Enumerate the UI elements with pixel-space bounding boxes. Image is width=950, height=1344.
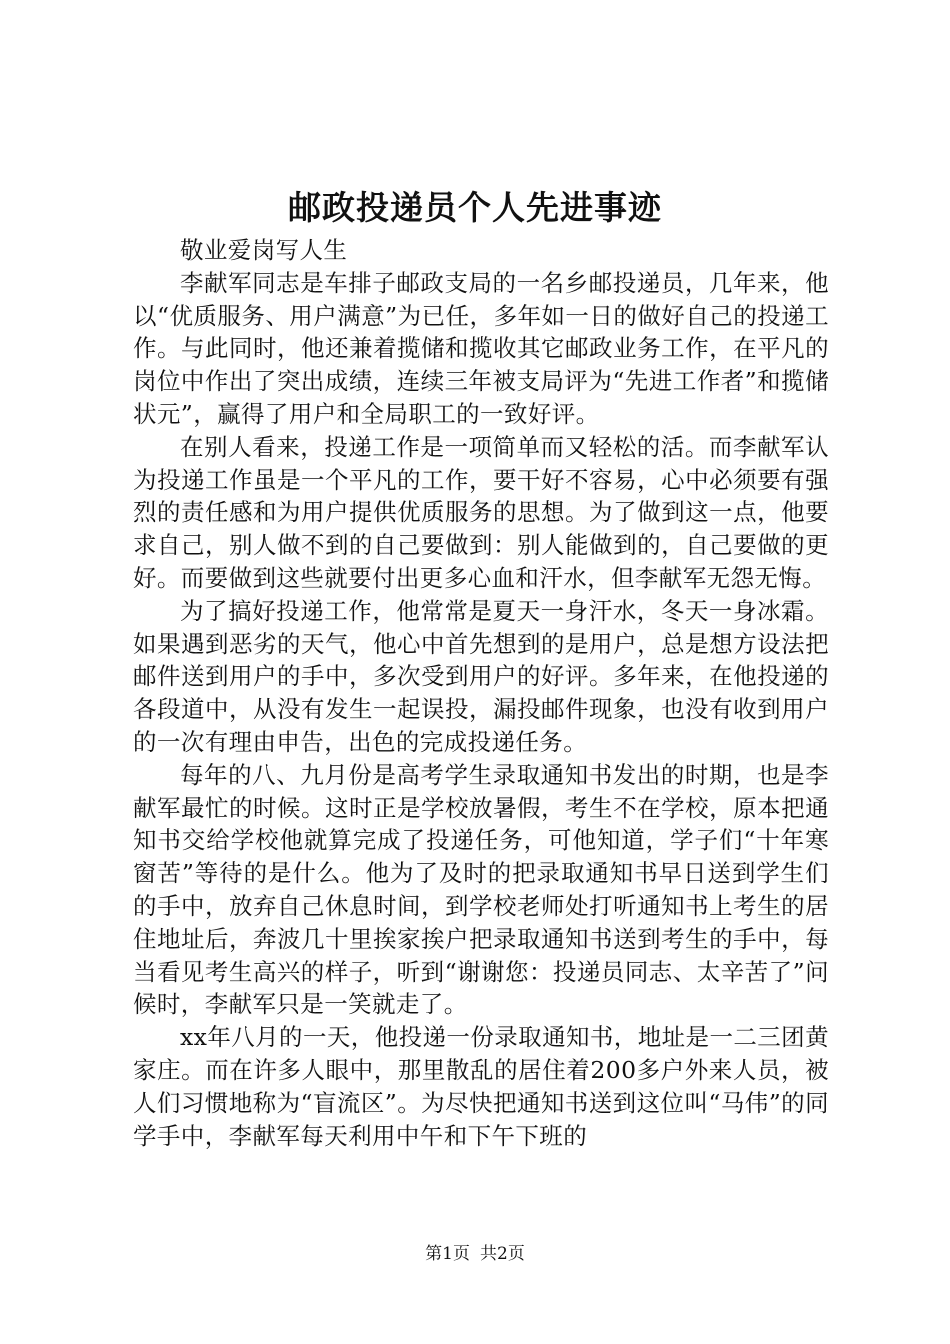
document-title: 邮政投递员个人先进事迹 (288, 188, 662, 227)
document-body (133, 234, 829, 1152)
page-number: 第1页 (425, 1244, 470, 1264)
paragraph-subtitle: 敬业爱岗写人生 (180, 236, 348, 264)
page-total: 共2页 (480, 1244, 525, 1264)
paragraph: 李献军同志是车排子邮政支局的一名乡邮投递员，几年来，他以“优质服务、用户满意”为已任，多年如一日的做好自己的投递工作。与此同时，他还兼着揽储和揽收其它邮政业务工作，在平凡的岗位中作出了突出成绩，连续三年被支局评为“先进工作者”和揽储状元”，赢得了用户和全局职工的一致好评。 (133, 268, 829, 428)
paragraph: 每年的八、九月份是高考学生录取通知书发出的时期，也是李献军最忙的时候。这时正是学校放暑假，考生不在学校，原本把通知书交给学校他就算完成了投递任务，可他知道，学子们“十年寒窗苦”等待的是什么。他为了及时的把录取通知书早日送到学生们的手中，放弃自己休息时间，到学校老师处打听通知书上考生的居住地址后，奔波几十里挨家挨户把录取通知书送到考生的手中，每当看见考生高兴的样子，听到“谢谢您：投递员同志、太辛苦了”问候时，李献军只是一笑就走了。 (133, 760, 829, 1019)
page-footer (0, 1242, 950, 1266)
paragraph: 为了搞好投递工作，他常常是夏天一身汗水，冬天一身冰霜。如果遇到恶劣的天气，他心中首先想到的是用户，总是想方设法把邮件送到用户的手中，多次受到用户的好评。多年来，在他投递的各段道中，从没有发生一起误投，漏投邮件现象，也没有收到用户的一次有理由申告，出色的完成投递任务。 (133, 596, 829, 756)
paragraph: xx年八月的一天，他投递一份录取通知书，地址是一二三团黄家庄。而在许多人眼中，那里散乱的居住着200多户外来人员，被人们习惯地称为“盲流区”。为尽快把通知书送到这位叫“马伟”的同学手中，李献军每天利用中午和下午下班的 (133, 1023, 829, 1150)
paragraph: 在别人看来，投递工作是一项简单而又轻松的活。而李献军认为投递工作虽是一个平凡的工作，要干好不容易，心中必须要有强烈的责任感和为用户提供优质服务的思想。为了做到这一点，他要求自己，别人做不到的自己要做到：别人能做到的，自己要做的更好。而要做到这些就要付出更多心血和汗水，但李献军无怨无悔。 (133, 432, 829, 592)
